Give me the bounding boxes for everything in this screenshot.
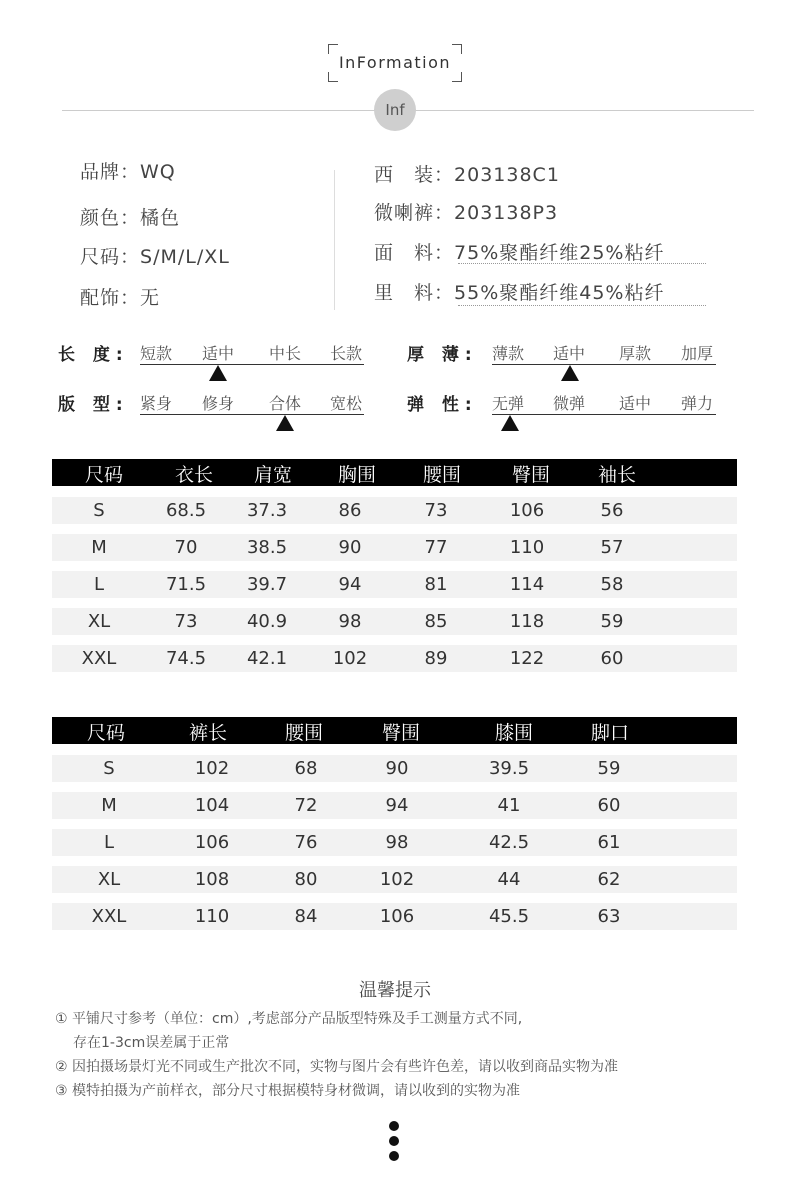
table-cell: 94 [385,795,409,816]
information-header [328,44,462,82]
note-item: ② 因拍摄场景灯光不同或生产批次不同，实物与图片会有些许色差，请以收到商品实物为准 [55,1059,618,1075]
table-cell: 89 [424,648,448,669]
table-row [52,497,737,524]
table-cell: M [101,795,117,816]
table-cell: 73 [174,611,198,632]
table-cell: 90 [385,758,409,779]
vertical-dots-icon [389,1121,399,1131]
scale-elasticity-option: 适中 [619,394,652,413]
scale-thickness-option: 薄款 [492,344,525,363]
inf-badge: Inf [374,89,416,131]
scale-thickness-line [492,364,716,365]
table-cell: 37.3 [246,500,288,521]
jacket-header-cell: 腰围 [422,464,462,486]
table-cell: 72 [294,795,318,816]
jacket-header-cell: 胸围 [337,464,377,486]
table-cell: 61 [597,832,621,853]
scale-fit-option: 宽松 [330,394,363,413]
scale-length-label: 长 度: [58,345,129,365]
table-cell: 102 [332,648,368,669]
table-cell: S [103,758,115,779]
table-cell: 98 [338,611,362,632]
table-cell: L [103,832,115,853]
table-cell: 90 [338,537,362,558]
table-cell: 84 [294,906,318,927]
lining-underline [458,305,706,306]
pants-header-cell: 腰围 [284,722,324,744]
scale-elasticity-label: 弹 性: [407,395,478,415]
table-row [52,792,737,819]
table-cell: 114 [509,574,545,595]
scale-elasticity-option: 弹力 [681,394,714,413]
vertical-dots-icon [389,1151,399,1161]
table-cell: 106 [509,500,545,521]
table-cell: XXL [81,648,117,669]
information-title: InFormation [338,53,452,72]
table-row [52,608,737,635]
attr-brand: 品牌：WQ [80,161,176,183]
scale-length-option: 中长 [269,344,302,363]
table-row [52,829,737,856]
scale-thickness-marker-icon [561,365,579,381]
table-cell: 77 [424,537,448,558]
table-row [52,645,737,672]
pants-header-cell: 臀围 [381,722,421,744]
table-cell: 59 [600,611,624,632]
table-cell: 42.5 [488,832,530,853]
table-cell: 58 [600,574,624,595]
table-cell: 40.9 [246,611,288,632]
scale-length-option: 短款 [140,344,173,363]
table-cell: 60 [597,795,621,816]
table-cell: 118 [509,611,545,632]
jacket-header-cell: 衣长 [174,464,214,486]
pants-header-cell: 裤长 [188,722,228,744]
attr-accessory: 配饰：无 [80,287,161,309]
pants-table-header [52,717,737,744]
attr-size: 尺码：S/M/L/XL [80,246,230,268]
scale-fit-option: 紧身 [140,394,173,413]
pants-header-cell: 脚口 [590,722,630,744]
table-cell: 42.1 [246,648,288,669]
attr-suit-code: 西 装：203138C1 [374,164,560,186]
table-cell: 68 [294,758,318,779]
jacket-header-cell: 肩宽 [253,464,293,486]
table-cell: XXL [91,906,127,927]
table-cell: 59 [597,758,621,779]
scale-length-marker-icon [209,365,227,381]
table-cell: 70 [174,537,198,558]
jacket-header-cell: 臀围 [511,464,551,486]
table-cell: 39.7 [246,574,288,595]
jacket-header-cell: 尺码 [84,464,124,486]
scale-thickness-option: 加厚 [681,344,714,363]
table-cell: XL [87,611,111,632]
table-cell: 108 [194,869,230,890]
table-cell: 56 [600,500,624,521]
scale-thickness-option: 适中 [553,344,586,363]
attr-fabric: 面 料：75%聚酯纤维25%粘纤 [374,242,665,264]
note-item: 存在1-3cm误差属于正常 [73,1035,230,1051]
attr-separator [334,170,335,310]
table-row [52,755,737,782]
scale-elasticity-line [492,414,716,415]
table-cell: 81 [424,574,448,595]
table-cell: 57 [600,537,624,558]
table-cell: 86 [338,500,362,521]
table-cell: M [91,537,107,558]
scale-thickness-option: 厚款 [619,344,652,363]
scale-elasticity-option: 无弹 [492,394,525,413]
attr-pants-code: 微喇裤：203138P3 [374,202,559,224]
table-cell: 62 [597,869,621,890]
table-cell: 94 [338,574,362,595]
table-cell: 102 [194,758,230,779]
note-item: ③ 模特拍摄为产前样衣，部分尺寸根据模特身材微调，请以收到的实物为准 [55,1083,520,1099]
scale-fit-line [140,414,364,415]
scale-fit-marker-icon [276,415,294,431]
table-cell: 98 [385,832,409,853]
scale-length-option: 适中 [202,344,235,363]
table-cell: 104 [194,795,230,816]
table-cell: 85 [424,611,448,632]
table-cell: 39.5 [488,758,530,779]
table-cell: 80 [294,869,318,890]
table-row [52,534,737,561]
pants-header-cell: 尺码 [86,722,126,744]
scale-elasticity-option: 微弹 [553,394,586,413]
table-cell: 102 [379,869,415,890]
table-cell: 71.5 [165,574,207,595]
table-cell: 41 [497,795,521,816]
table-cell: 110 [194,906,230,927]
table-row [52,866,737,893]
scale-length-line [140,364,364,365]
attr-lining: 里 料：55%聚酯纤维45%粘纤 [374,282,665,304]
attr-color: 颜色：橘色 [80,207,181,229]
table-cell: 122 [509,648,545,669]
fabric-underline [458,263,706,264]
table-cell: 73 [424,500,448,521]
table-cell: 44 [497,869,521,890]
table-cell: 68.5 [165,500,207,521]
table-cell: 38.5 [246,537,288,558]
jacket-header-cell: 袖长 [597,464,637,486]
table-cell: XL [97,869,121,890]
table-row [52,903,737,930]
vertical-dots-icon [389,1136,399,1146]
table-cell: 74.5 [165,648,207,669]
scale-fit-option: 修身 [202,394,235,413]
table-cell: 110 [509,537,545,558]
jacket-table-header [52,459,737,486]
table-cell: 45.5 [488,906,530,927]
scale-fit-option: 合体 [269,394,302,413]
scale-elasticity-marker-icon [501,415,519,431]
table-cell: 60 [600,648,624,669]
scale-thickness-label: 厚 薄: [407,345,478,365]
scale-fit-label: 版 型: [58,395,129,415]
table-row [52,571,737,598]
table-cell: 76 [294,832,318,853]
pants-header-cell: 膝围 [494,722,534,744]
note-item: ① 平铺尺寸参考（单位：cm）,考虑部分产品版型特殊及手工测量方式不同, [55,1011,523,1027]
table-cell: L [93,574,105,595]
table-cell: 106 [379,906,415,927]
table-cell: S [93,500,105,521]
scale-length-option: 长款 [330,344,363,363]
table-cell: 106 [194,832,230,853]
table-cell: 63 [597,906,621,927]
notes-title: 温馨提示 [359,980,431,1001]
